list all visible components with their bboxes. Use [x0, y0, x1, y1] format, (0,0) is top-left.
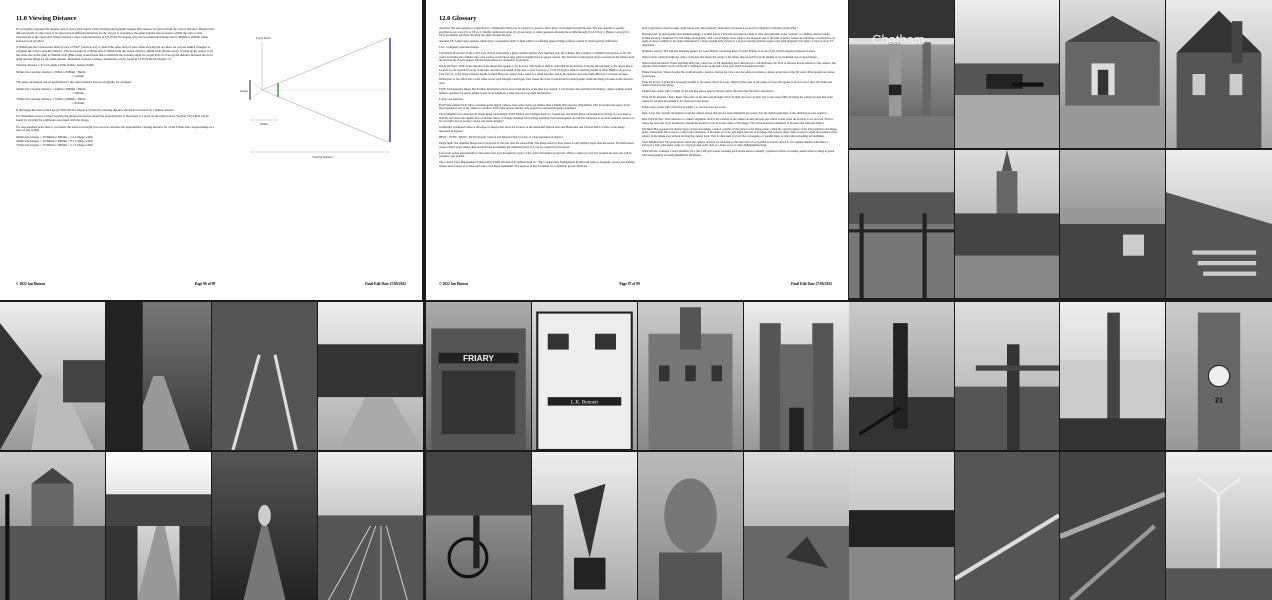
glossary-entry: Rise: A rise file contains information from the camera sensor that has not been minimally processed. It is the digital equivalent of the chemical process negative.: [642, 111, 828, 115]
formula-result: = 541mm: [72, 73, 84, 78]
photo-image: [1166, 452, 1272, 600]
glossary-entry: Tilt-Shift: Has separate but distinct types of lens movement, rotation, relative of the plane for the image plane, called tilt, and movement of the lens parallel to the image plane, called shift. Tilt is used to control the orientation of the plane of focus, and hence the part of an image that appears sharp. Shift is used to adjust the position of the subject in the image area without moving the camera back. This is often used to avoid the convergence of parallel lines, as when photographing tall buildings.: [642, 126, 837, 138]
formula: 75mm lens viewing distance = 75mm x 390mm / 36mm: [16, 97, 86, 102]
photo-tile: [318, 302, 423, 450]
photo-tile: [744, 302, 849, 450]
glossary-entry: Cylindrical Projection: If the world were viewed from inside a glass cylinder and the view sketched onto the cylinder, this would be a cylindrical projection of the 3D world. Unrolling the cylinder onto a flat surface would mean uses vertical straight lines to appear curved. The distortion would appear more pronounced the further from the horizon the objects appear. Stitched panoramas are cylindrical projections.: [439, 51, 635, 63]
glossary-entry: The Guidelines for Landscape & Visual Impact Assessment Third Edition 2013 defined itself as: “Landscape and Visual Impact Assessment (GLVIA) is a tool used to identify and assess the significance of and the effects of change resulting from change resulting from development on both the landscape as an environmental resource in its own right and on people’s views and visual amenity.”: [439, 112, 635, 124]
photo-tile: [1166, 0, 1272, 148]
photo-image: [955, 302, 1059, 450]
photo-tile: [1166, 452, 1272, 600]
photo-image: [1060, 150, 1165, 298]
photo-tile: [106, 452, 211, 600]
glossary-entry: The London View Management Framework (LVMF) introduces its defined itself as: “The London View Management Framework seeks to designate, protect and manage twenty-seven views of London and some of its major landmarks. The purpose of this document is to explain in greater detail the: [439, 160, 635, 168]
photo-image: [532, 302, 637, 450]
glossary-entry: HFOV / VFOV / DFOV: The Horizontal, Vertical and Diagonal field of view of a lens measured in degrees.: [439, 134, 564, 139]
photo-tile: [212, 302, 317, 450]
photo-tile: [849, 150, 954, 298]
glossary-entry: EXIF: Exchangeable Image File Format, information that is saved with the file at the time it is created. It can include date and time information, camera settings (serial number, aperture, f/s speed, shutter speed, focal length etc.), lens type and copyright information.: [439, 87, 633, 95]
photo-tile: [426, 302, 531, 450]
photo-image: [212, 302, 317, 450]
glossary-entry: Full Frame Digital SLR: Most consumer grade digital cameras have sensors that are smaller than a 35mm film negative (36x24mm). This is because the sensor is the most expensive part of the camera to produce. Full frame sensors usually only appear in professional grade equipment.: [439, 102, 630, 111]
marker-number: 21: [1214, 395, 1224, 405]
photo-image: [1166, 302, 1272, 450]
page-heading: 12.0 Glossary: [439, 15, 477, 22]
photo-image: [318, 452, 423, 600]
photo-tile: [0, 302, 105, 450]
glossary-entry: policy approach to that borough, applications and other statutory authorities can assess a proposal's compliance with the London Plan.”: [642, 26, 799, 30]
glossary-entry: Aperture: The lens aperture is controlled by a diaphragm which can be opened or closed to allow more or less light through the lens. The lens aperture is usually specified as an f-stop (f/1.4, f/8 etc.). Smaller numbered f-stops (f/1.4) are larger or wider apertures allowing more light through (f/1.4, f/8 etc.). Higher f-stops (f/16, f/22) are smaller apertures allowing less light through the lens.: [439, 26, 630, 38]
glossary-entry: Lens Axis: A line perpendicular to the sensor that goes through the centre of the optics that makes up the lens. When a camera is correctly levelled the lens axis will be parallel to the ground.: [439, 150, 632, 159]
photo-tile: [532, 452, 637, 600]
photo-tile: [638, 452, 743, 600]
page-number: Page 97 of 99: [619, 282, 640, 286]
photo-image: [744, 302, 849, 450]
page-footer: [16, 282, 406, 286]
photo-image: [744, 452, 849, 600]
photo-tile: [638, 302, 743, 450]
formula: Viewing distance = Focal Length x Print Width / Sensor Width: [16, 63, 94, 68]
glossary-entry: Depth Of Field / DOF: Is the amount of the image that appears to be in focus. The depth of field is controlled by the distance from the photographer to the object that is focused on, the aperture (f-stop) of the lens, and the focal length of the lens. Lower f-stops (e.g. f/2.8, f/4.0) give shallow (smaller) depths of field. Higher f-stops (e.g. f/16, f/22 etc.) give larger (deeper) depths of field. However, large f-stops relate to a small aperture, and as the aperture decreases light diffracts to increase an issue.: [439, 64, 633, 76]
photo-image: [426, 452, 531, 600]
photo-image: [849, 302, 954, 450]
photo-tile: [106, 302, 211, 450]
photo-tile: [849, 0, 954, 148]
shop-sign: L.K. Bennett: [570, 399, 599, 406]
glossary-entry: Plumb Line: A line with a weight on the end that shows what is directly below the point that the line is attached to.: [642, 89, 775, 94]
photo-tile: [955, 302, 1059, 450]
lens-distance-label: 50mm: [260, 122, 268, 126]
photo-image: [955, 452, 1059, 600]
photo-tile: [1060, 452, 1165, 600]
focal-point-label: Focal Point: [256, 36, 271, 40]
glossary-entry: Point Of No Parallax / Entry Pupil: The point on the lens axis through which all light rays pass on their way to the sensor/film. Rotating the camera around this point causes no parallax movement to be observed in the image.: [642, 95, 833, 104]
formula: 24mm lens viewing distance = 24mm x 390mm / 36mm: [16, 86, 86, 91]
photo-tile: [849, 452, 954, 600]
glossary-entry: Planar Projection: When viewing the world through a window, tracing the view onto the window produces a planar projection of the 3D world. Photographs are planar projections.: [642, 70, 835, 78]
glossary-entry: Optical Axis Deviation: When applying shift (also called rise or fall depending upon direction) to a tilt-shift lens, the front of the lens moves relative to the camera. The amount of movement can be read from a calibrated scale on the side of the lens which is measured in mm.: [642, 60, 836, 69]
list-item: 75mm lens images = 75/36mm x 390mm = 2.1 x image width: [16, 142, 93, 147]
paragraph: For maximum accuracy when viewing the images the viewer should be perpendicular to the image at a point on the Optical Axis (Section 5.0) which can be found by viewing the gridmarks associated with the image.: [16, 114, 209, 123]
photo-image: [1166, 0, 1272, 148]
list-item: 24mm lens images = 24/36mm x 390mm = 0.7 x image width: [16, 138, 93, 143]
photo-tile: [1060, 0, 1165, 148]
photo-image: [849, 452, 954, 600]
sensor-label: Sensor: [240, 89, 249, 93]
photo-image: [0, 452, 105, 600]
glossary-column-right: [642, 27, 838, 160]
station-sign: Chatham: [872, 32, 925, 47]
photo-image: [849, 150, 954, 298]
copyright: © 2022 Ian Hutson: [439, 282, 468, 286]
photo-image: [1166, 150, 1272, 298]
paragraph: A 50mm lens has a horizontal field of view of 39.6° (Section 4.3), to match the same field of view when viewing the A3 sheet we can use similar triangles to calculate the correct viewing distance. The focal point of a 50mm lens is 50mm from the sensor which is 36mm wide (Frame Line). Scaling up the sensor to be the same size as the print at 390mm wide (Blue Line) would mean that to maintain the viewing angle we would have to scale up the distance between the focal point and the image by the same amount. Illustrated versions of these calculations can be found in LI TGN 06/19 Chapter 3.5.: [16, 45, 214, 61]
glossary-entry: Roll, Pitch & Yaw: With reference to camera alignment, Roll is the rotation of the camera around the lens axis which would cause the horizon to not be level. Pitch is where the lens axis is not horizontal, causing the horizon to not be in the centre of the image. Yaw is the horizontal deviation of the lens axis from the subject.: [642, 116, 834, 125]
photo-image: [1060, 0, 1165, 148]
photo-image: [955, 150, 1059, 298]
photo-tile: [532, 302, 637, 450]
glossary-entry: F-Stop: see Aperture.: [439, 96, 464, 101]
friary-sign: FRIARY: [463, 353, 494, 364]
document-page-97: [426, 0, 848, 300]
photo-image: [638, 302, 743, 450]
photo-tile: [955, 150, 1059, 298]
list-item: 50mm lens images = 50/36mm x 390mm = 1.4 x image width: [16, 134, 93, 139]
formula-result: = 260mm: [72, 90, 84, 95]
glossary-column-left: [439, 27, 635, 171]
photo-tile: [1166, 150, 1272, 298]
page-number: Page 96 of 99: [194, 282, 216, 286]
viewing-distance-diagram: [222, 28, 412, 160]
photo-image: [638, 452, 743, 600]
photo-image: [318, 302, 423, 450]
glossary-entry: What3Words: A unique 3 word identifier for a 3m x 3m grid square, enabling each phone users to identify a general location accurately, useful when working in green field areas lacking an easily identifiable landmarks.: [642, 149, 835, 157]
page-heading: 11.0 Viewing Distance: [16, 15, 77, 22]
photo-image: [426, 302, 531, 450]
photo-tile: [955, 452, 1059, 600]
photo-image: [849, 0, 954, 148]
photo-tile: [1060, 150, 1165, 298]
glossary-entry: Gridmarks: Graduated scales at the edges of images that show the location of the unstitched Optical Axis and Horizontal and Vertical Field of View of the image measured in degrees.: [439, 125, 625, 133]
photo-tile: [212, 452, 317, 600]
photo-tile: [318, 452, 423, 600]
paragraph: To accurately represent the angular size of real world objects when viewing photographic images they need to be viewed from the correct distance. Images with different fields of view need to be viewed from different distances for the viewer to experience the same angular size of objects within the view to that experienced at the viewpoint. When viewing a Type 4 photomontage (LI TGN 06/19 Chapter 4.5), the recommended image size is 390mm x 260mm when printed on an A3 sheet.: [16, 27, 214, 43]
photo-image: [0, 302, 105, 450]
glossary-entry: Diffraction: Is the effect that occurs when waves pass through a small gap. This causes the wave to spread and in photographic terms the image becomes softer and less clear.: [439, 77, 633, 86]
glossary-entry: Normal Lens: In photography and cinematography, a normal lens is a lens that reproduces a field of view that generally looks “natural” to a human observer under normal viewing conditions. For full frame photography, with a focal length about equal to the diagonal size of the film or sensor format and therefore a normal lens, its angle of view is similar to the angle subtended by a large enough print viewed at a typical viewing distance equal to the print diagonal; this angle of view is about 53° diagonally.: [642, 31, 836, 47]
photo-image: [106, 302, 211, 450]
edit-date: Final Edit Date 27/06/2022: [365, 282, 406, 286]
photo-tile: [1166, 302, 1272, 450]
photo-tile: [955, 0, 1059, 148]
copyright: © 2022 Ian Hutson: [16, 282, 45, 286]
photo-image: [532, 452, 637, 600]
page-footer: [439, 282, 832, 286]
glossary-entry: Ordnance Survey: The national mapping agency for Great Britain, producing maps of Great Britain. It is one of the world’s largest producers of maps.: [642, 48, 816, 53]
photo-image: [1060, 452, 1165, 600]
paragraph: The same calculation can be performed for the other standard lens focal lengths, for example:: [16, 80, 132, 85]
glossary-entry: Prime Lens: A lens with a fixed focal length, i.e. one that does not zoom.: [642, 105, 727, 110]
glossary-entry: Aperture f/8: A mid range aperture which gives a reasonable depth of field whilst not suffering general image softness caused by small aperture diffraction.: [439, 39, 619, 44]
viewing-distance-label: Viewing Distance: [312, 155, 334, 159]
glossary-entry: CGI - Computer Generated Image.: [439, 45, 480, 50]
photo-tile: [849, 302, 954, 450]
photo-image: [1060, 302, 1165, 450]
glossary-entry: Image Sink: The remedial image that is projected by the lens onto the sensor/film. The image field for most lenses is only slightly larger than the sensor. Tilt-shift lenses create a much larger image disk and such lens movements the additional parts of it can be captured by the sensor.: [439, 140, 634, 149]
glossary-entry: View Datum Point: The point above which the camera and lens are mounted so that the point of no parallax is directly above it. It is usually marked with either a surveyor’s nail, paint mark, stake or a fixed ground point such as a drain cover or other distinguishing mark.: [642, 139, 828, 148]
photo-image: [106, 452, 211, 600]
photo-tile: [1060, 302, 1165, 450]
page-body-text: [16, 28, 216, 150]
formula-result: = 812mm: [72, 101, 84, 106]
photo-tile: [426, 452, 531, 600]
paragraph: For non-standard print sizes if you know the lens focal length you can now calculate the approximate viewing distance for a Full Frame lens cropped image as a ratio of size width:: [16, 124, 215, 133]
photo-tile: [744, 452, 849, 600]
glossary-entry: Plane Of Focus: A plane that is usually parallel to the sensor that is in focus. Objects either side of the plane of focus will appear to be in focus if they fall within the depth of field for the image.: [642, 79, 832, 88]
edit-date: Final Edit Date 27/06/2022: [791, 282, 832, 286]
glossary-entry: Optical Axis: A line through the centre of the lens that meets the centre of the image disk and will be in the middle of an un-shifted non-cropped image.: [642, 54, 818, 59]
document-page-96: [0, 0, 422, 300]
photo-tile: [0, 452, 105, 600]
formula: 50mm lens viewing distance = 50mm x 390mm / 36mm: [16, 69, 86, 74]
photo-image: [212, 452, 317, 600]
paragraph: If the image has been scaled up (LI TGN 06/19 Chapter 4.5) then the viewing distance should be increased by a similar amount.: [16, 107, 175, 112]
photo-image: [955, 0, 1059, 148]
